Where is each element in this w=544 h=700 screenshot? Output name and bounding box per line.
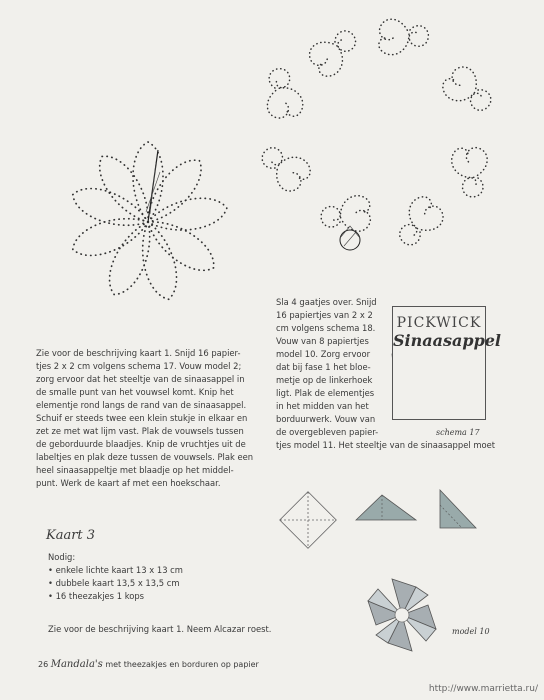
text-line: tjes 2 x 2 cm volgens schema 17. Vouw model 2; — [36, 361, 242, 371]
dotted-swirl-ring-pattern — [253, 5, 502, 250]
list-item: • 16 theezakjes 1 kops — [48, 591, 145, 601]
text-line: metje op de linkerhoek — [276, 375, 373, 385]
text-line: borduurwerk. Vouw van — [276, 414, 376, 424]
text-line: labeltjes en plak deze tussen de vouwsels. Plak een — [36, 452, 254, 462]
text-line: elementje rond langs de rand van de sinaasappel. — [36, 400, 247, 410]
text-line: de smalle punt van het vouwsel komt. Knip het — [36, 387, 234, 397]
pickwick-brand: PICKWICK — [396, 315, 482, 331]
book-subtitle: met theezakjes en borduren op papier — [105, 660, 259, 669]
text-line: in het midden van het — [276, 401, 369, 411]
text-line: ligt. Plak de elementjes — [276, 388, 375, 398]
text-line: 16 papiertjes van 2 x 2 — [276, 310, 373, 320]
watermark-url: http://www.marrietta.ru/ — [428, 684, 538, 694]
text-line: Schuif er steeds twee een klein stukje in elkaar en — [36, 413, 248, 423]
list-item: • dubbele kaart 13,5 x 13,5 cm — [48, 578, 180, 588]
text-line: heel sinaasappeltje met blaadje op het middel- — [36, 465, 234, 475]
fold-square-diagram — [280, 492, 337, 549]
dotted-flower-pattern — [68, 142, 230, 303]
schema-caption: schema 17 — [436, 428, 480, 437]
list-item: • enkele lichte kaart 13 x 13 cm — [48, 565, 183, 575]
text-line: punt. Werk de kaart af met een hoekschaar. — [36, 478, 221, 488]
text-line: zorg ervoor dat het steeltje van de sinaasappel in — [36, 374, 245, 384]
fold-small-triangle-diagram — [440, 490, 476, 528]
text-line: de overgebleven papier- — [276, 427, 379, 437]
text-line: de geborduurde blaadjes. Knip de vruchtjes uit de — [36, 439, 246, 449]
text-line: Sla 4 gaatjes over. Snijd — [276, 297, 377, 307]
text-line: zet ze met wat lijm vast. Plak de vouwsels tussen — [36, 426, 244, 436]
model-caption: model 10 — [452, 627, 490, 636]
fold-triangle-diagram — [356, 495, 416, 520]
text-line: model 10. Zorg ervoor — [276, 349, 371, 359]
text-line: Vouw van 8 papiertjes — [276, 336, 369, 346]
left-instructions — [36, 347, 274, 490]
page-footer — [38, 659, 259, 670]
text-line: dat bij fase 1 het bloe- — [276, 362, 371, 372]
text-line: cm volgens schema 18. — [276, 323, 376, 333]
page-number: 26 — [38, 660, 49, 669]
pickwick-tag — [392, 306, 502, 420]
text-line: Zie voor de beschrijving kaart 1. Snijd 16 papier- — [36, 348, 241, 358]
pickwick-flavor: Sinaasappel — [393, 331, 502, 350]
book-brand: Mandala's — [50, 659, 103, 670]
pinwheel-model-diagram — [368, 579, 436, 651]
nodig-label: Nodig: — [48, 552, 76, 562]
kaart-3-heading: Kaart 3 — [46, 528, 96, 543]
kaart-3-closing: Zie voor de beschrijving kaart 1. Neem Alcazar roest. — [48, 624, 272, 634]
text-line: tjes model 11. Het steeltje van de sinaasappel moet — [276, 440, 496, 450]
kaart-3-materials — [48, 551, 268, 603]
